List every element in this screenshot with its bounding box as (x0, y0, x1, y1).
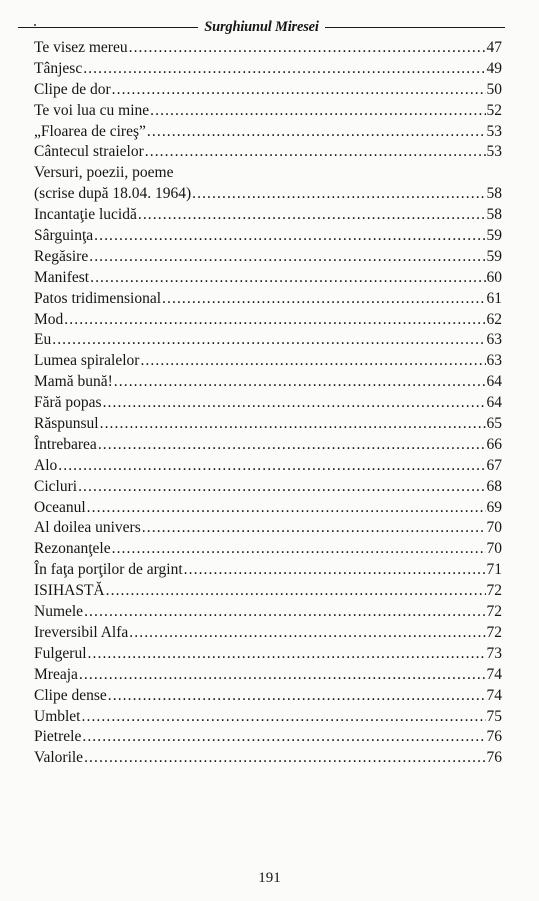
toc-entry (34, 727, 502, 748)
toc-entry-title: Mreaja (34, 665, 78, 683)
dot-leader (57, 456, 485, 477)
running-header (18, 18, 505, 36)
dot-leader (146, 122, 486, 143)
toc-entry-page: 74 (486, 665, 502, 683)
toc-entry-title: Cicluri (34, 477, 78, 495)
dot-leader (113, 372, 486, 393)
toc-entry-page: 72 (486, 603, 502, 621)
dot-leader (111, 539, 486, 560)
dot-leader (63, 310, 485, 331)
toc-entry-page: 59 (486, 227, 502, 245)
toc-entry (34, 101, 502, 122)
dot-leader (128, 623, 485, 644)
toc-entry-page: 53 (486, 143, 502, 161)
dot-leader (144, 142, 486, 163)
toc-entry (34, 560, 502, 581)
dot-leader (111, 80, 486, 101)
toc-entry (34, 665, 502, 686)
toc-entry-page: 64 (486, 373, 502, 391)
toc-entry-page: 73 (486, 644, 502, 662)
dot-leader (77, 477, 485, 498)
dot-leader (107, 686, 486, 707)
dot-leader (149, 101, 485, 122)
toc-entry-title: Regăsire (34, 247, 89, 265)
toc-entry (34, 456, 502, 477)
toc-entry (34, 59, 502, 80)
toc-entry-title: Clipe dense (34, 686, 107, 704)
dot-leader (191, 184, 485, 205)
toc-entry (34, 289, 502, 310)
toc-entry (34, 80, 502, 101)
toc-entry-page: 66 (486, 435, 502, 453)
toc-entry-title: Alo (34, 456, 58, 474)
toc-entry-title: Răspunsul (34, 415, 99, 433)
dot-leader (83, 748, 485, 769)
toc-entry-title: „Floarea de cireş” (34, 122, 146, 140)
toc-entry-page: 76 (486, 749, 502, 767)
toc-entry (34, 539, 502, 560)
toc-entry-page: 75 (486, 707, 502, 725)
toc-entry-page: 53 (486, 122, 502, 140)
dot-leader (83, 602, 485, 623)
toc-entry-page: 50 (486, 80, 502, 98)
toc-entry-page: 58 (486, 206, 502, 224)
dot-leader (137, 205, 486, 226)
toc-entry (34, 247, 502, 268)
dot-leader (86, 498, 486, 519)
dot-leader (99, 414, 486, 435)
toc-entry-title: În faţa porţilor de argint (34, 561, 183, 579)
toc-entry-page: 68 (486, 477, 502, 495)
toc-entry (34, 581, 502, 602)
toc-entry (34, 602, 502, 623)
toc-entry-title: Te voi lua cu mine (34, 101, 150, 119)
toc-entry-title: Patos tridimensional (34, 289, 162, 307)
toc-entry-page: 60 (486, 268, 502, 286)
toc-entry (34, 393, 502, 414)
dot-leader (161, 289, 485, 310)
toc-entry (34, 623, 502, 644)
header-rule-right (325, 27, 505, 28)
dot-leader (88, 247, 485, 268)
toc-entry (34, 122, 502, 143)
toc-entry-page: 64 (486, 394, 502, 412)
toc-entry (34, 142, 502, 163)
toc-entry-title: Versuri, poezii, poeme (34, 164, 174, 182)
toc-entry-title: Clipe de dor (34, 80, 111, 98)
toc-entry-page: 74 (486, 686, 502, 704)
toc-entry (34, 205, 502, 226)
toc-entry-title: Incantaţie lucidă (34, 206, 137, 224)
toc-entry-page: 69 (486, 498, 502, 516)
dot-leader (81, 707, 486, 728)
dot-leader (89, 268, 485, 289)
toc-entry (34, 351, 502, 372)
toc-entry-title: Al doilea univers (34, 519, 141, 537)
toc-entry-page: 76 (486, 728, 502, 746)
toc-entry-title: (scrise după 18.04. 1964) (34, 185, 192, 203)
toc-entry-page: 61 (486, 289, 502, 307)
toc-entry-title: Pietrele (34, 728, 82, 746)
toc-entry (34, 163, 502, 184)
dot-leader (81, 727, 485, 748)
toc-entry (34, 644, 502, 665)
toc-entry-title: Numele (34, 603, 84, 621)
toc-entry-title: Valorile (34, 749, 84, 767)
dot-leader (141, 518, 486, 539)
toc-entry-page: 67 (486, 456, 502, 474)
toc-entry (34, 518, 502, 539)
table-of-contents (34, 38, 502, 769)
toc-entry-title: Întrebarea (34, 435, 97, 453)
toc-entry-title: Fără popas (34, 394, 102, 412)
toc-entry-title: Oceanul (34, 498, 86, 516)
toc-entry-page: 62 (486, 310, 502, 328)
dot-leader (78, 665, 486, 686)
toc-entry-title: Mamă bună! (34, 373, 113, 391)
dot-leader (82, 59, 485, 80)
dot-leader (128, 38, 486, 59)
dot-leader (97, 435, 486, 456)
dot-leader (93, 226, 485, 247)
toc-entry-title: Eu (34, 331, 52, 349)
toc-entry (34, 414, 502, 435)
ink-dot (34, 24, 36, 26)
dot-leader (87, 644, 486, 665)
toc-entry (34, 707, 502, 728)
dot-leader (51, 330, 485, 351)
toc-entry-title: Te visez mereu (34, 39, 128, 56)
toc-entry-title: Umblet (34, 707, 81, 725)
toc-entry-title: Manifest (34, 268, 90, 286)
toc-entry-title: Fulgerul (34, 644, 87, 662)
toc-entry-page: 70 (486, 540, 502, 558)
toc-entry (34, 477, 502, 498)
toc-entry-page: 72 (486, 623, 502, 641)
toc-entry-title: Ireversibil Alfa (34, 623, 129, 641)
toc-entry-page: 59 (486, 247, 502, 265)
dot-leader (105, 581, 486, 602)
toc-entry (34, 310, 502, 331)
toc-entry-page: 63 (486, 331, 502, 349)
toc-entry-title: ISIHASTĂ (34, 582, 105, 600)
toc-entry (34, 435, 502, 456)
dot-leader (102, 393, 486, 414)
toc-entry-title: Cântecul straielor (34, 143, 144, 161)
toc-entry-page: 49 (486, 59, 502, 77)
toc-entry-title: Sârguinţa (34, 227, 94, 245)
toc-entry (34, 686, 502, 707)
toc-entry-title: Rezonanţele (34, 540, 111, 558)
toc-entry-page: 58 (486, 185, 502, 203)
toc-entry (34, 38, 502, 59)
toc-entry-page: 47 (486, 39, 502, 56)
toc-entry-page: 63 (486, 352, 502, 370)
toc-entry (34, 498, 502, 519)
header-title: Surghiunul Miresei (204, 18, 319, 35)
toc-entry (34, 226, 502, 247)
toc-entry (34, 372, 502, 393)
toc-entry-title: Mod (34, 310, 64, 328)
toc-entry-page: 65 (486, 415, 502, 433)
toc-entry (34, 184, 502, 205)
header-rule-left (18, 27, 198, 28)
toc-entry-title: Lumea spiralelor (34, 352, 140, 370)
toc-entry-page: 72 (486, 582, 502, 600)
dot-leader (139, 351, 485, 372)
toc-entry-page: 71 (486, 561, 502, 579)
toc-entry (34, 268, 502, 289)
toc-entry-page: 52 (486, 101, 502, 119)
dot-leader (183, 560, 486, 581)
toc-entry (34, 330, 502, 351)
toc-entry-page: 70 (486, 519, 502, 537)
page-number: 191 (258, 870, 281, 886)
toc-entry-title: Tânjesc (34, 59, 83, 77)
toc-entry (34, 748, 502, 769)
